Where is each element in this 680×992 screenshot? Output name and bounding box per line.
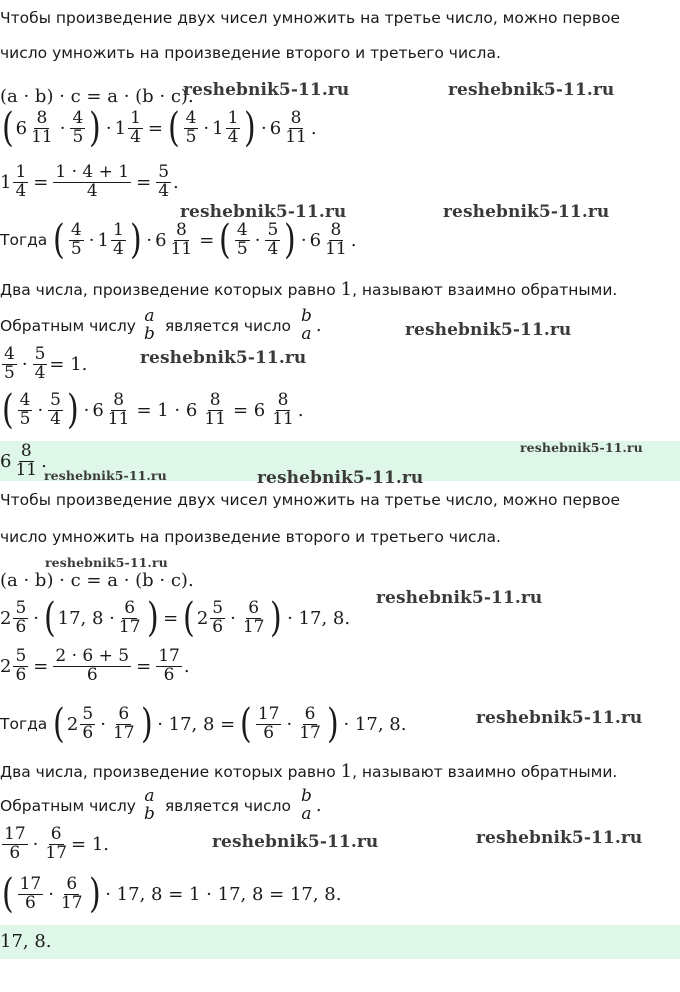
fraction — [142, 788, 157, 824]
fraction — [297, 703, 323, 743]
numerator: 8 — [277, 389, 289, 410]
fraction — [29, 107, 55, 147]
fraction — [169, 219, 195, 259]
denominator: b — [143, 323, 155, 344]
paren-open: ( — [1, 105, 14, 151]
fraction — [59, 873, 85, 913]
numerator: b — [301, 306, 312, 326]
whole: 1 — [212, 117, 224, 139]
fraction — [256, 703, 282, 743]
watermark: reshebnik5-11.ru — [257, 468, 424, 488]
numerator: b — [301, 786, 312, 806]
denominator: a — [301, 323, 312, 344]
inverse-definition — [0, 762, 617, 782]
whole: 6 — [155, 229, 167, 251]
whole: 6 — [15, 117, 28, 139]
result: = 1. — [71, 833, 109, 855]
numerator: 5 — [267, 219, 279, 240]
obratnym-b: является число — [164, 316, 292, 335]
inverse-definition — [0, 280, 617, 300]
numerator: 6 — [66, 873, 78, 894]
rule-line-1: Чтобы произведение двух чисел умножить на третье число, можно первое — [0, 9, 621, 27]
paren-close: ) — [244, 105, 257, 151]
denominator: a — [301, 803, 312, 824]
denominator: 6 — [212, 616, 224, 637]
result: = 1. — [49, 353, 88, 375]
numerator: 5 — [82, 703, 94, 724]
denominator: 11 — [31, 126, 53, 147]
fraction — [18, 389, 33, 429]
rule-line-2: число умножить на произведение второго и третьего числа. — [0, 528, 501, 546]
numerator: 8 — [330, 219, 342, 240]
togda-label: Тогда — [0, 715, 48, 733]
numerator: 6 — [124, 597, 136, 618]
denominator: 4 — [227, 126, 239, 147]
denominator: 6 — [82, 722, 94, 743]
fraction — [241, 597, 267, 637]
paren-close: ) — [89, 105, 101, 151]
numerator: 1 · 4 + 1 — [55, 162, 130, 182]
numerator: 8 — [20, 441, 32, 461]
fraction — [2, 826, 28, 863]
denominator: 4 — [50, 408, 61, 429]
mid: · 17, 8 = — [157, 713, 236, 735]
denominator: 4 — [86, 180, 98, 201]
denominator: 17 — [112, 722, 135, 743]
equation-4: $\frac{4}{5}$ · $\frac{5}{4}$ = 1. — [4, 344, 88, 383]
fraction — [48, 389, 63, 429]
rule-line-1: Чтобы произведение двух чисел умножить на третье число, можно первое — [0, 491, 621, 509]
whole: 2 — [66, 713, 79, 735]
fraction — [111, 219, 126, 259]
tail: · 17, 8. — [343, 713, 407, 735]
fraction — [202, 389, 228, 429]
numerator: 17 — [19, 873, 42, 894]
mid: = 1 · 6 — [136, 399, 198, 421]
fraction — [111, 703, 137, 743]
fraction — [18, 873, 44, 913]
numerator: a — [144, 786, 155, 806]
denominator: 6 — [86, 664, 98, 685]
numerator: 8 — [36, 107, 48, 128]
equation-2: 1 $\frac{1}{4}$ = $\frac{1 \cdot 4 + 1}{4}$ = $\frac{5}{4}$ . — [0, 162, 179, 201]
fraction — [323, 219, 349, 259]
fraction — [184, 107, 199, 147]
obratnym-a: Обратным числу — [0, 316, 136, 335]
denominator: 5 — [236, 238, 248, 259]
whole: 6 — [92, 399, 104, 421]
denominator: 11 — [170, 238, 193, 259]
fraction — [53, 164, 131, 201]
whole: 2 — [0, 655, 12, 677]
whole: 1 — [0, 171, 12, 193]
inverse-text-b: , называют взаимно обратными. — [352, 763, 618, 781]
whole: 2 — [0, 607, 12, 629]
watermark: reshebnik5-11.ru — [44, 468, 167, 483]
denominator: 11 — [325, 238, 347, 259]
denominator: 17 — [60, 892, 83, 913]
watermark: reshebnik5-11.ru — [183, 80, 350, 100]
numerator: 5 — [158, 162, 170, 182]
fraction — [117, 597, 143, 637]
numerator: a — [144, 306, 155, 326]
denominator: 5 — [72, 126, 84, 147]
answer-1: 6 $\frac{8}{11}$ . — [0, 441, 47, 480]
denominator: b — [143, 803, 155, 824]
denominator: 17 — [118, 616, 141, 637]
watermark: reshebnik5-11.ru — [376, 588, 543, 608]
fraction — [156, 648, 182, 685]
numerator: 5 — [15, 646, 27, 666]
fraction — [265, 219, 280, 259]
tail: · 17, 8. — [287, 607, 351, 629]
numerator: 4 — [72, 107, 84, 128]
fraction — [210, 597, 225, 637]
denominator: 11 — [204, 408, 226, 429]
assoc-formula: (a · b) · c = a · (b · c). — [0, 86, 194, 107]
denominator: 4 — [112, 238, 124, 259]
numerator: 8 — [175, 219, 187, 240]
fraction — [156, 164, 171, 201]
denominator: 5 — [185, 126, 197, 147]
fraction — [13, 648, 28, 685]
numerator: 1 — [130, 107, 141, 128]
fraction — [33, 346, 48, 383]
denominator: 17 — [299, 722, 321, 743]
numerator: 8 — [290, 107, 302, 128]
whole: 2 — [196, 607, 209, 629]
numerator: 17 — [4, 824, 26, 844]
numerator: 6 — [248, 597, 260, 618]
watermark: reshebnik5-11.ru — [476, 828, 643, 848]
whole: 6 — [309, 229, 322, 251]
inverse-one: 1 — [340, 761, 353, 782]
fraction — [106, 389, 132, 429]
togda-label: Тогда — [0, 231, 48, 249]
obratnym-a: Обратным числу — [0, 796, 136, 815]
paren-open: ( — [167, 105, 180, 151]
numerator: 17 — [158, 646, 180, 666]
fraction — [226, 107, 241, 147]
answer-band — [0, 925, 680, 959]
inverse-text-a: Два числа, произведение которых равно — [0, 763, 336, 781]
equation-3: Тогда ( 2 $\frac{5}{6}$ · $\frac{6}{17}$ ) · 17, 8 = ( $\frac{17}{6}$ · $\frac{6}{17}$ ) · 17, 8. — [0, 701, 407, 747]
equation-2: 2 $\frac{5}{6}$ = $\frac{2 \cdot 6 + 5}{6}$ = $\frac{17}{6}$ . — [0, 646, 190, 685]
numerator: 6 — [50, 824, 62, 844]
obratnym-line: Обратным числу a b является число b a . — [0, 786, 322, 824]
denominator: 4 — [15, 180, 27, 201]
fraction — [128, 107, 143, 147]
numerator: 5 — [15, 597, 27, 618]
watermark: reshebnik5-11.ru — [212, 832, 379, 852]
fraction — [299, 788, 314, 824]
denominator: 6 — [15, 664, 27, 685]
numerator: 6 — [304, 703, 316, 724]
denominator: 5 — [70, 238, 82, 259]
inverse-text-a: Два числа, произведение которых равно — [0, 281, 336, 299]
fraction — [142, 308, 157, 344]
denominator: 4 — [158, 180, 170, 201]
equation-5: ( $\frac{17}{6}$ · $\frac{6}{17}$ ) · 17, 8 = 1 · 17, 8 = 17, 8. — [1, 871, 342, 917]
fraction — [235, 219, 250, 259]
whole: 1 — [97, 229, 109, 251]
denominator: 6 — [15, 616, 27, 637]
denominator: 11 — [285, 126, 307, 147]
numerator: 1 — [112, 219, 124, 240]
watermark: reshebnik5-11.ru — [45, 555, 168, 570]
equation-1: 2 $\frac{5}{6}$ · ( 17, 8 · $\frac{6}{17}$ ) = ( 2 $\frac{5}{6}$ · $\frac{6}{17}$ ) · 17, 8. — [0, 595, 351, 641]
whole: 6 — [0, 450, 12, 472]
denominator: 6 — [9, 842, 21, 863]
watermark: reshebnik5-11.ru — [140, 348, 307, 368]
denominator: 6 — [263, 722, 275, 743]
numerator: 4 — [70, 219, 82, 240]
denominator: 17 — [242, 616, 265, 637]
denominator: 6 — [163, 664, 175, 685]
fraction — [299, 308, 314, 344]
numerator: 4 — [19, 389, 31, 410]
fraction — [283, 107, 309, 147]
numerator: 4 — [236, 219, 248, 240]
numerator: 5 — [34, 344, 46, 364]
denominator: 4 — [267, 238, 279, 259]
numerator: 2 · 6 + 5 — [55, 646, 130, 666]
denominator: 11 — [15, 459, 38, 480]
equation-5: ( $\frac{4}{5}$ · $\frac{5}{4}$ ) · 6 $\frac{8}{11}$ = 1 · 6 $\frac{8}{11}$ = 6 $\frac{8}{11}$ . — [1, 387, 304, 433]
numerator: 8 — [209, 389, 221, 410]
inverse-text-b: , называют взаимно обратными. — [352, 281, 618, 299]
answer-2: 17, 8. — [0, 931, 52, 952]
fraction — [2, 346, 17, 383]
numerator: 8 — [113, 389, 125, 410]
numerator: 5 — [50, 389, 61, 410]
watermark: reshebnik5-11.ru — [520, 440, 643, 455]
assoc-formula: (a · b) · c = a · (b · c). — [0, 570, 194, 591]
denominator: 17 — [45, 842, 68, 863]
numerator: 4 — [4, 344, 15, 364]
equation-3: Тогда ( $\frac{4}{5}$ · 1 $\frac{1}{4}$ ) · 6 $\frac{8}{11}$ = ( $\frac{4}{5}$ · $\frac{5}{4}$ ) · 6 $\frac{8}{11}$ . — [0, 217, 357, 263]
term: 17, 8 · — [57, 607, 115, 629]
numerator: 6 — [118, 703, 130, 724]
whole: 1 — [114, 117, 127, 139]
numerator: 5 — [212, 597, 224, 618]
equation-4: $\frac{17}{6}$ · $\frac{6}{17}$ = 1. — [4, 824, 109, 863]
fraction — [43, 826, 69, 863]
numerator: 1 — [227, 107, 239, 128]
denominator: 4 — [130, 126, 141, 147]
denominator: 11 — [107, 408, 130, 429]
mid2: = 6 — [232, 399, 266, 421]
rule-line-2: число умножить на произведение второго и третьего числа. — [0, 44, 501, 62]
fraction — [13, 597, 28, 637]
denominator: 11 — [272, 408, 294, 429]
watermark: reshebnik5-11.ru — [180, 202, 347, 222]
equation-1: ( 6 $\frac{8}{11}$ · $\frac{4}{5}$ ) · 1 $\frac{1}{4}$ = ( $\frac{4}{5}$ · 1 $\frac{1}{4}$ ) · 6 $\frac{8}{11}$ . — [1, 105, 317, 151]
denominator: 5 — [4, 362, 15, 383]
watermark: reshebnik5-11.ru — [448, 80, 615, 100]
numerator: 1 — [15, 162, 27, 182]
watermark: reshebnik5-11.ru — [443, 202, 610, 222]
denominator: 4 — [34, 362, 46, 383]
tail: · 17, 8 = 1 · 17, 8 = 17, 8. — [105, 883, 342, 905]
numerator: 17 — [257, 703, 280, 724]
numerator: 4 — [185, 107, 197, 128]
denominator: 6 — [25, 892, 36, 913]
watermark: reshebnik5-11.ru — [405, 320, 572, 340]
fraction — [13, 443, 39, 480]
watermark: reshebnik5-11.ru — [476, 708, 643, 728]
inverse-one: 1 — [340, 279, 353, 300]
whole: 6 — [269, 117, 282, 139]
obratnym-line: Обратным числу a b является число b a . — [0, 306, 322, 344]
fraction — [70, 107, 85, 147]
obratnym-b: является число — [164, 796, 292, 815]
fraction — [69, 219, 84, 259]
fraction — [13, 164, 28, 201]
fraction — [270, 389, 296, 429]
fraction — [80, 703, 95, 743]
fraction — [53, 648, 131, 685]
denominator: 5 — [19, 408, 31, 429]
